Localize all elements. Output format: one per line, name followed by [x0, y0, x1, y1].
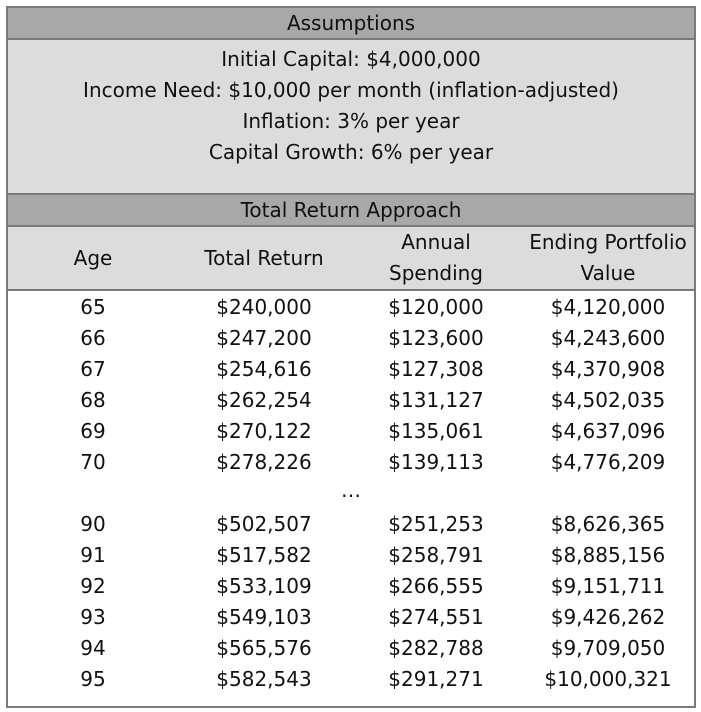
annual-spending-cell: $131,127: [388, 388, 484, 412]
total-return-cell: $565,576: [216, 636, 312, 660]
total-return-cell: $517,582: [216, 543, 312, 567]
assumptions-title: Assumptions: [8, 8, 694, 40]
rows-bottom: [8, 509, 694, 695]
total-return-cell: $582,543: [216, 667, 312, 691]
table-row: [8, 354, 694, 385]
header-annual-spending-line2: Spending: [389, 261, 483, 285]
header-total-return: Total Return: [204, 245, 324, 270]
total-return-cell: $270,122: [216, 419, 312, 443]
age-cell: 92: [80, 574, 106, 598]
annual-spending-cell: $291,271: [388, 667, 484, 691]
annual-spending-cell: $135,061: [388, 419, 484, 443]
ending-value-cell: $10,000,321: [544, 667, 672, 691]
ellipsis: …: [341, 478, 361, 502]
assumption-capital-growth: Capital Growth: 6% per year: [208, 140, 494, 164]
age-cell: 95: [80, 667, 106, 691]
total-return-cell: $278,226: [216, 450, 312, 474]
total-return-cell: $533,109: [216, 574, 312, 598]
age-cell: 93: [80, 605, 106, 629]
table-row: [8, 509, 694, 540]
header-ending-value-line1: Ending Portfolio: [529, 230, 687, 254]
assumptions-panel: [8, 40, 694, 195]
table-row: [8, 416, 694, 447]
annual-spending-cell: $127,308: [388, 357, 484, 381]
total-return-cell: $502,507: [216, 512, 312, 536]
age-cell: 67: [80, 357, 106, 381]
age-cell: 70: [80, 450, 106, 474]
header-age: Age: [73, 245, 113, 270]
age-cell: 68: [80, 388, 106, 412]
approach-title: Total Return Approach: [8, 195, 694, 227]
annual-spending-cell: $120,000: [388, 295, 484, 319]
age-cell: 65: [80, 295, 106, 319]
table-body: [8, 291, 694, 695]
total-return-cell: $247,200: [216, 326, 312, 350]
retirement-table: [6, 6, 696, 708]
header-annual-spending: [350, 227, 522, 289]
total-return-cell: $549,103: [216, 605, 312, 629]
header-ending-value-line2: Value: [580, 261, 636, 285]
assumption-inflation: Inflation: 3% per year: [242, 109, 460, 133]
table-row: [8, 385, 694, 416]
total-return-cell: $262,254: [216, 388, 312, 412]
table-row: [8, 292, 694, 323]
annual-spending-cell: $282,788: [388, 636, 484, 660]
ending-value-cell: $4,637,096: [550, 419, 666, 443]
table-row: [8, 633, 694, 664]
ending-value-cell: $4,370,908: [550, 357, 666, 381]
age-cell: 91: [80, 543, 106, 567]
ending-value-cell: $4,243,600: [550, 326, 666, 350]
annual-spending-cell: $274,551: [388, 605, 484, 629]
table-row: [8, 447, 694, 478]
table-row: [8, 571, 694, 602]
annual-spending-cell: $258,791: [388, 543, 484, 567]
assumption-initial-capital: Initial Capital: $4,000,000: [221, 47, 481, 71]
annual-spending-cell: $123,600: [388, 326, 484, 350]
table-header: [8, 227, 694, 291]
ending-value-cell: $4,776,209: [550, 450, 666, 474]
age-cell: 69: [80, 419, 106, 443]
ending-value-cell: $8,626,365: [550, 512, 666, 536]
total-return-cell: $240,000: [216, 295, 312, 319]
annual-spending-cell: $266,555: [388, 574, 484, 598]
header-ending-value: [522, 227, 694, 289]
table-row: [8, 540, 694, 571]
age-cell: 94: [80, 636, 106, 660]
header-annual-spending-line1: Annual: [401, 230, 471, 254]
table-row: [8, 323, 694, 354]
ending-value-cell: $4,120,000: [550, 295, 666, 319]
total-return-cell: $254,616: [216, 357, 312, 381]
annual-spending-cell: $251,253: [388, 512, 484, 536]
ending-value-cell: $9,426,262: [550, 605, 666, 629]
ending-value-cell: $4,502,035: [550, 388, 666, 412]
age-cell: 90: [80, 512, 106, 536]
annual-spending-cell: $139,113: [388, 450, 484, 474]
age-cell: 66: [80, 326, 106, 350]
table-row: [8, 664, 694, 695]
ending-value-cell: $9,709,050: [550, 636, 666, 660]
rows-top: [8, 292, 694, 478]
ending-value-cell: $9,151,711: [550, 574, 666, 598]
table-row: [8, 602, 694, 633]
assumption-income-need: Income Need: $10,000 per month (inflation-adjusted): [83, 78, 619, 102]
ending-value-cell: $8,885,156: [550, 543, 666, 567]
